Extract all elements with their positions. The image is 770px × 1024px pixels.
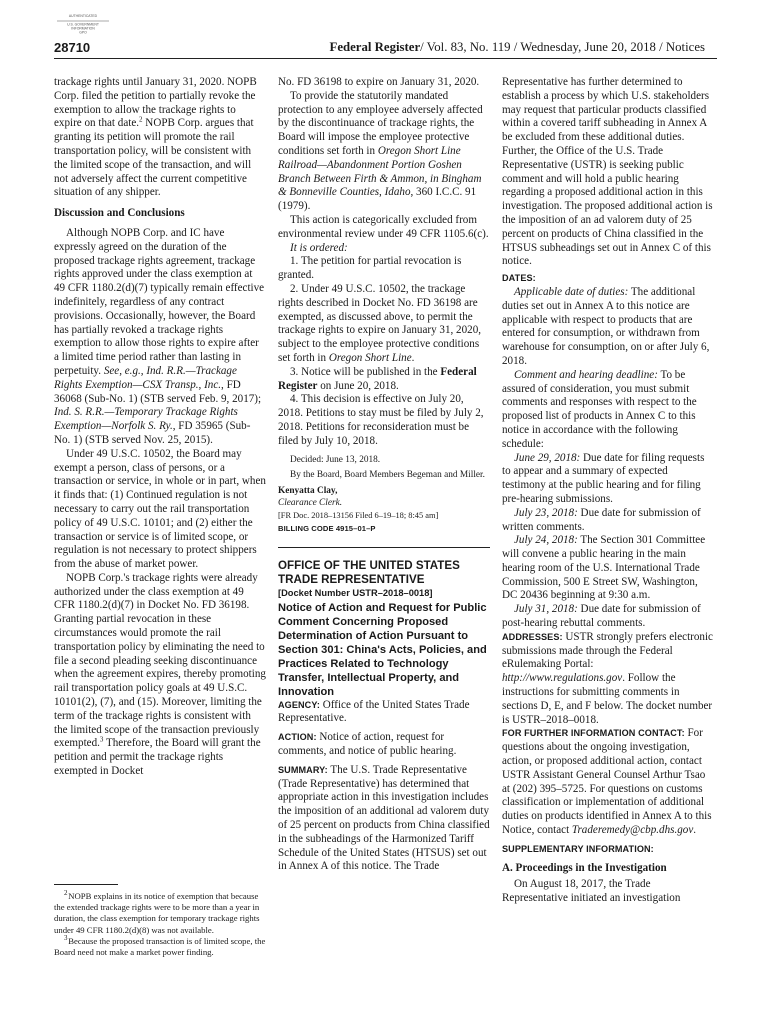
footnote-divider [54, 884, 118, 885]
column-2 [278, 76, 490, 874]
summary: SUMMARY: The U.S. Trade Representative (Trade Representative) has determined that appropriate action in this investigation includes the imposition of an additional ad valorem duty of 25 percent on products from China classified in the subheadings of the Harmonized Tariff Schedule of the United States (HTSUS) set out in Annex A of this notice. The Trade [278, 763, 490, 873]
footnote: $^2$ NOPB explains in its notice of exemption that because the extended trackage rights were to be more than a year in duration, the class exemption for temporary trackage rights under 49 CFR 1180.2(d)(8) was not available. [54, 889, 260, 935]
svg-text:U.S. GOVERNMENT: U.S. GOVERNMENT [67, 22, 99, 27]
paragraph: On August 18, 2017, the Trade Representative initiated an investigation [502, 878, 681, 905]
svg-text:INFORMATION: INFORMATION [71, 26, 95, 31]
date-item: Comment and hearing deadline: To be assured of consideration, you must submit comments and responses with respect to the proposed list of products in Annex C to this notice in accordance with the following schedule: [502, 368, 697, 450]
paragraph: Although NOPB Corp. and IC have expressly agreed on the duration of the proposed trackage rights agreement, trackage rights approved under the class exemption at 49 CFR 1180.2(d)(7) typically remain effective indefinitely, regardless of any contract provisions. Occasionally, however, the Board has partially revoked a trackage rights exemption to allow those rights to expire after a limited time period rather than lasting in perpetuity. See, e.g., Ind. R.R.—Trackage Rights Exemption—CSX Transp., Inc., FD 36068 (Sub-No. 1) (STB served Feb. 9, 2017); Ind. S. R.R.—Temporary Trackage Rights Exemption—Norfolk S. Ry., FD 35965 (Sub-No. 1) (STB served Nov. 25, 2015). [54, 226, 265, 446]
footnote-ref[interactable]: 2 [139, 115, 143, 124]
signer-title: Clearance Clerk. [278, 498, 343, 509]
decided-date: Decided: June 13, 2018. [290, 454, 381, 465]
issue-info: / Vol. 83, No. 119 / Wednesday, June 20, 2018 / Notices [420, 40, 705, 54]
docket-number: [Docket Number USTR–2018–0018] [278, 587, 433, 598]
order-item: 3. Notice will be published in the Federal Register on June 20, 2018. [278, 365, 477, 392]
paragraph: NOPB Corp.'s trackage rights were already authorized under the class exemption at 49 CFR 1180.2(d)(7) in Docket No. FD 36198. Granting partial revocation in these circumstances would promote the rail transportation policy by eliminating the need to file a second pleading seeking discontinuance when the agreement expires, thereby promoting rail transportation policy goals at 49 U.S.C. 10101(2), (7), and (15). Moreover, limiting the term of the trackage rights is consistent with the limited scope of the transaction previously exempted.$^3$ Therefore, the Board will grant the petition and permit the trackage rights exempted in Docket [54, 571, 266, 778]
addresses: ADDRESSES: USTR strongly prefers electronic submissions made through the Federal eRulemaking Portal: http://www.regulations.gov. Follow the instructions for submitting comments in sections D, E, and F below. The docket number is USTR–2018–0018. [502, 630, 713, 726]
supplementary-label: SUPPLEMENTARY INFORMATION: [502, 843, 654, 854]
order-item: 4. This decision is effective on July 20, 2018. Petitions to stay must be filed by July 2, 2018. Petitions for reconsideration must be filed by July 10, 2018. [278, 393, 484, 447]
order-item: 2. Under 49 U.S.C. 10502, the trackage rights described in Docket No. FD 36198 are exempted, as discussed above, to permit the trackage rights to expire on January 31, 2020, subject to the employee protective conditions set forth in Oregon Short Line. [278, 282, 482, 364]
paragraph: To provide the statutorily mandated protection to any employee adversely affected by the discontinuance of trackage rights, the Board will impose the employee protective conditions set forth in Oregon Short Line Railroad—Abandonment Portion Goshen Branch Between Firth & Ammon, in Bingham & Bonneville Counties, Idaho, 360 I.C.C. 91 (1979). [278, 89, 483, 213]
section-heading: A. Proceedings in the Investigation [502, 861, 667, 874]
running-header [54, 40, 717, 59]
date-item: July 24, 2018: The Section 301 Committee will convene a public hearing in the main hearing room of the U.S. International Trade Commission, 500 E Street SW, Washington, DC 20436 beginning at 9:30 a.m. [502, 534, 706, 602]
svg-text:GPO: GPO [79, 30, 87, 34]
notice-title: Notice of Action and Request for Public Comment Concerning Proposed Determination of Action Pursuant to Section 301: China's Acts, Policies, and Practices Related to Technology Transfer, Intellectual Property, and Innovation [278, 601, 487, 698]
board-members: By the Board, Board Members Begeman and Miller. [290, 470, 485, 481]
ordered-heading: It is ordered: [290, 241, 348, 254]
footnotes [54, 884, 266, 958]
journal-citation [330, 40, 705, 55]
column-1 [54, 76, 266, 779]
footnote: $^3$ Because the proposed transaction is of limited scope, the Board need not make a market power finding. [54, 933, 266, 958]
fr-doc: [FR Doc. 2018–13156 Filed 6–19–18; 8:45 am] [278, 510, 439, 520]
section-heading: Discussion and Conclusions [54, 207, 185, 220]
paragraph: This action is categorically excluded from environmental review under 49 CFR 1105.6(c). [278, 213, 489, 240]
date-item: June 29, 2018: Due date for filing requests to appear and a summary of expected testimony at the public hearing and for filing pre-hearing submissions. [502, 451, 705, 505]
order-item: 1. The petition for partial revocation is granted. [278, 255, 462, 282]
page-number: 28710 [54, 40, 91, 55]
action-line: ACTION: Notice of action, request for comments, and notice of public hearing. [278, 731, 457, 757]
footnote-ref[interactable]: 3 [99, 735, 104, 744]
paragraph: Representative has further determined to establish a process by which U.S. stakeholders may request that particular products classified within a covered tariff subheading in Annex A be excluded from these additional duties. Further, the Office of the U.S. Trade Representative (USTR) is seeking public comment and will hold a public hearing regarding a proposed additional action in this investigation. The proposed additional action is the imposition of an ad valorem duty of 25 percent on products of China classified in the HTSUS subheadings set out in Annex C of this notice. [502, 76, 713, 268]
paragraph: Under 49 U.S.C. 10502, the Board may exempt a person, class of persons, or a transaction or service, in whole or in part, when it finds that: (1) Continued regulation is not necessary to carry out the rail transportation policy of 49 U.S.C. 10101; and (2) either the transaction or service is of limited scope, or regulation is not necessary to protect shippers from the abuse of market power. [54, 447, 266, 571]
column-3 [502, 76, 714, 906]
paragraph: No. FD 36198 to expire on January 31, 2020. [278, 76, 480, 88]
paragraph: trackage rights until January 31, 2020. NOPB Corp. filed the petition to partially revoke the exemption to allow the trackage rights to expire on that date.$^2$ NOPB Corp. argues that granting its petition will promote the rail transportation policy, will be consistent with the limited scope of the transaction, and will not adversely affect the current competitive situation of any shipper. [54, 76, 257, 199]
contact-info: FOR FURTHER INFORMATION CONTACT: For questions about the ongoing investigation, action, or proposed additional action, contact USTR Assistant General Counsel Arthur Tsao at (202) 395–5725. For questions on customs classification or implementation of additional duties on products identified in Annex A to this Notice, contact Traderemedy@cbp.dhs.gov. [502, 727, 712, 837]
svg-text:AUTHENTICATED: AUTHENTICATED [68, 14, 98, 18]
agency-heading: OFFICE OF THE UNITED STATES TRADE REPRESENTATIVE [278, 558, 460, 586]
agency-line: AGENCY: Office of the United States Trade Representative. [278, 698, 470, 725]
dates-label: DATES: [502, 273, 536, 284]
date-item: July 31, 2018: Due date for submission of post-hearing rebuttal comments. [502, 603, 701, 630]
section-divider [278, 547, 490, 548]
date-item: Applicable date of duties: The additional duties set out in Annex A to this notice are applicable with respect to products that are entered for consumption, or withdrawn from warehouse for consumption, on or after July 6, 2018. [502, 285, 710, 367]
signer-name: Kenyatta Clay, [278, 485, 338, 496]
journal-title: Federal Register [329, 40, 421, 54]
regulations-link[interactable]: http://www.regulations.gov [502, 672, 623, 685]
email-link[interactable]: Traderemedy@cbp.dhs.gov [571, 824, 694, 837]
gpo-authentication-seal [54, 12, 112, 34]
billing-code: BILLING CODE 4915–01–P [278, 524, 376, 534]
date-item: July 23, 2018: Due date for submission of written comments. [502, 506, 701, 533]
